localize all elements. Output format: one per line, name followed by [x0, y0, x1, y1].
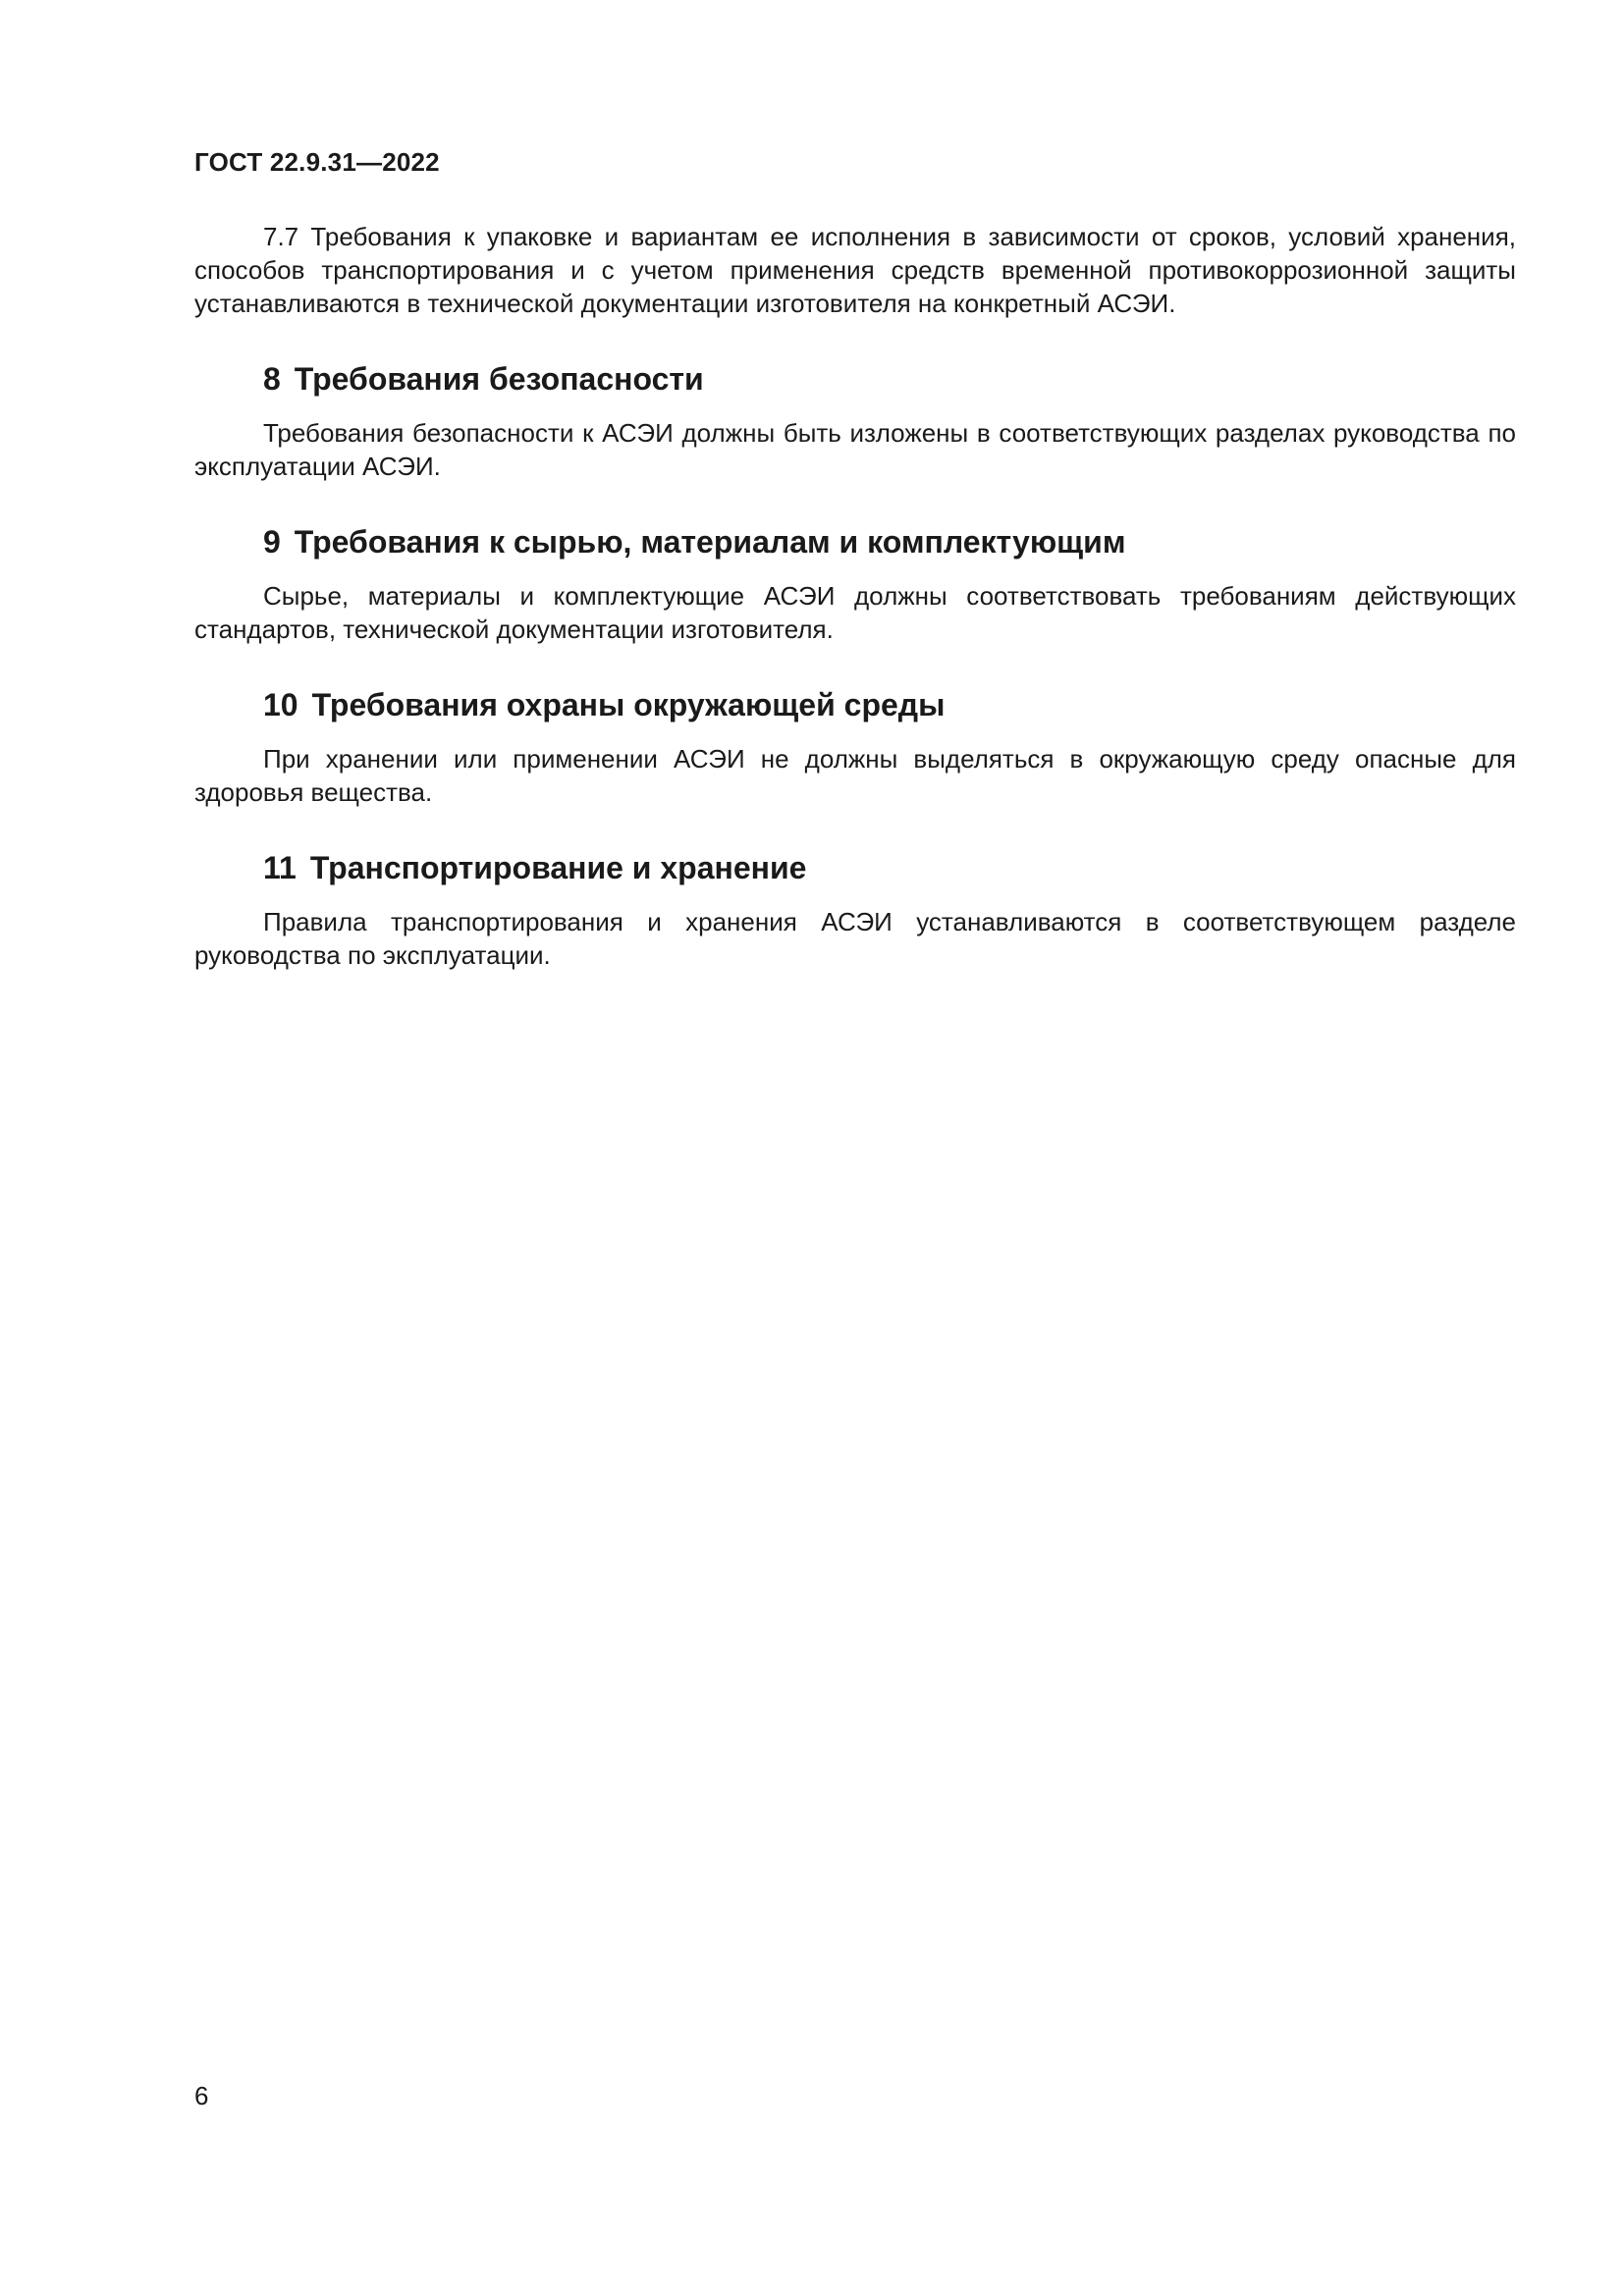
section-9-heading: [263, 522, 1516, 561]
section-9-text: Сырье, материалы и комплектующие АСЭИ должны соответствовать требованиям действующих стандартов, технической документации изготовителя.: [194, 581, 1516, 644]
section-11-text: Правила транспортирования и хранения АСЭИ устанавливаются в соответствующем разделе руководства по эксплуатации.: [194, 907, 1516, 970]
section-10-title: Требования охраны окружающей среды: [311, 687, 946, 722]
section-8-heading: [263, 359, 1516, 399]
page-number: 6: [194, 2081, 209, 2110]
document-body: [194, 220, 1516, 972]
section-11-heading: [263, 848, 1516, 887]
section-11-number: 11: [263, 850, 297, 885]
section-10-text: При хранении или применении АСЭИ не должны выделяться в окружающую среду опасные для здоровья вещества.: [194, 744, 1516, 807]
section-8-number: 8: [263, 361, 281, 397]
section-8-title: Требования безопасности: [294, 361, 704, 397]
section-10-number: 10: [263, 687, 298, 722]
section-8-text: Требования безопасности к АСЭИ должны быть изложены в соответствующих разделах руководства по эксплуатации АСЭИ.: [194, 418, 1516, 481]
document-code-header: ГОСТ 22.9.31—2022: [194, 147, 440, 177]
section-9-title: Требования к сырью, материалам и комплектующим: [294, 524, 1126, 560]
section-10-heading: [263, 685, 1516, 724]
clause-7-7-text: 7.7 Требования к упаковке и вариантам ее исполнения в зависимости от сроков, условий хранения, способов транспортирования и с учетом применения средств временной противокоррозионной защиты устанавливаются в технической документации изготовителя на конкретный АСЭИ.: [194, 222, 1516, 318]
section-9-number: 9: [263, 524, 281, 560]
section-11-title: Транспортирование и хранение: [309, 850, 807, 885]
